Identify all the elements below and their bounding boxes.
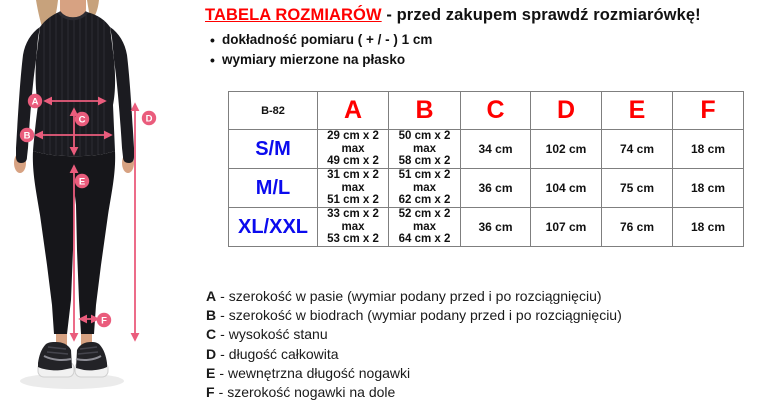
measurement-marker-b [20,128,34,142]
legend-separator: - [220,307,225,324]
legend-separator: - [220,345,225,362]
cell-d: 104 cm [531,169,602,208]
table-row-ml [229,169,744,208]
measurement-marker-c [75,112,89,126]
cell-f: 18 cm [673,130,744,169]
legend-key: B [206,307,217,324]
note-accuracy: • dokładność pomiaru ( + / - ) 1 cm [205,30,432,50]
column-header-b: B [389,92,461,130]
cell-d: 107 cm [531,208,602,247]
measurement-notes [205,30,432,70]
page-title-rest: - przed zakupem sprawdź rozmiarówkę! [381,6,701,24]
column-header-a: A [318,92,389,130]
model-sweater [16,10,134,163]
cell-line: max [341,142,365,155]
cell-b [389,169,461,208]
page-title [205,6,701,25]
column-header-e: E [602,92,673,130]
legend-text: szerokość w biodrach (wymiar podany przed i po rozciągnięciu) [228,307,622,324]
legend-item-c [206,325,622,344]
size-label: M/L [229,169,318,208]
legend-text: szerokość nogawki na dole [227,384,396,401]
measurement-legend [206,287,622,402]
table-row-sm [229,130,744,169]
cell-e: 76 cm [602,208,673,247]
cell-line: 58 cm x 2 [398,155,451,168]
cell-d: 102 cm [531,130,602,169]
svg-text:B: B [23,130,31,142]
cell-line: 51 cm x 2 [327,194,379,207]
legend-key: A [206,288,217,304]
size-table [228,91,744,247]
column-header-d: D [531,92,602,130]
legend-item-a [206,287,622,306]
measurement-marker-e [75,174,89,188]
legend-text: wewnętrzna długość nogawki [228,364,411,381]
cell-line: 31 cm x 2 [327,169,379,182]
cell-b [389,208,461,247]
cell-line: max [412,142,437,155]
size-label: XL/XXL [229,208,318,247]
legend-item-d [206,345,622,364]
legend-text: wysokość stanu [228,326,328,343]
legend-key: C [206,326,217,343]
cell-line: 64 cm x 2 [398,233,451,246]
legend-text: szerokość w pasie (wymiar podany przed i po rozciągnięciu) [228,288,602,304]
cell-line: 50 cm x 2 [398,130,451,143]
svg-text:F: F [101,315,107,327]
legend-key: E [206,364,216,381]
cell-line: 53 cm x 2 [327,233,379,246]
legend-separator: - [219,364,225,381]
cell-c: 36 cm [461,208,531,247]
legend-item-e [206,364,622,383]
legend-item-f [206,383,622,402]
measurement-marker-a [28,94,42,108]
cell-line: 51 cm x 2 [398,169,451,182]
cell-f: 18 cm [673,169,744,208]
cell-c: 34 cm [461,130,531,169]
cell-line: 49 cm x 2 [327,155,379,168]
cell-e: 75 cm [602,169,673,208]
legend-separator: - [218,384,224,401]
cell-a [318,169,389,208]
legend-separator: - [220,288,225,304]
model-sneakers [38,342,108,377]
column-header-c: C [461,92,531,130]
cell-b [389,130,461,169]
cell-a [318,130,389,169]
column-header-f: F [673,92,744,130]
table-row-xlxxl [229,208,744,247]
legend-key: F [206,384,215,401]
cell-line: 33 cm x 2 [327,208,379,221]
cell-line: max [341,220,365,233]
cell-line: 62 cm x 2 [398,194,451,207]
legend-text: długość całkowita [228,345,339,362]
cell-e: 74 cm [602,130,673,169]
cell-line: 52 cm x 2 [398,208,451,221]
page-title-highlight: TABELA ROZMIARÓW [205,6,382,24]
svg-text:D: D [145,113,153,125]
measurement-marker-d [142,111,156,125]
legend-key: D [206,345,217,362]
svg-text:A: A [31,96,39,108]
model-code: B-82 [229,92,318,130]
model-photo [0,0,195,411]
cell-line: max [341,181,365,194]
cell-line: max [412,181,437,194]
size-table-header-row [229,92,744,130]
cell-line: 29 cm x 2 [327,130,379,143]
legend-separator: - [220,326,225,343]
legend-item-b [206,306,622,325]
cell-f: 18 cm [673,208,744,247]
note-flat-measure: • wymiary mierzone na płasko [205,50,432,70]
svg-text:C: C [78,114,86,126]
measurement-marker-f [97,313,111,327]
cell-c: 36 cm [461,169,531,208]
cell-a [318,208,389,247]
cell-line: max [412,220,437,233]
size-label: S/M [229,130,318,169]
svg-text:E: E [78,176,86,188]
